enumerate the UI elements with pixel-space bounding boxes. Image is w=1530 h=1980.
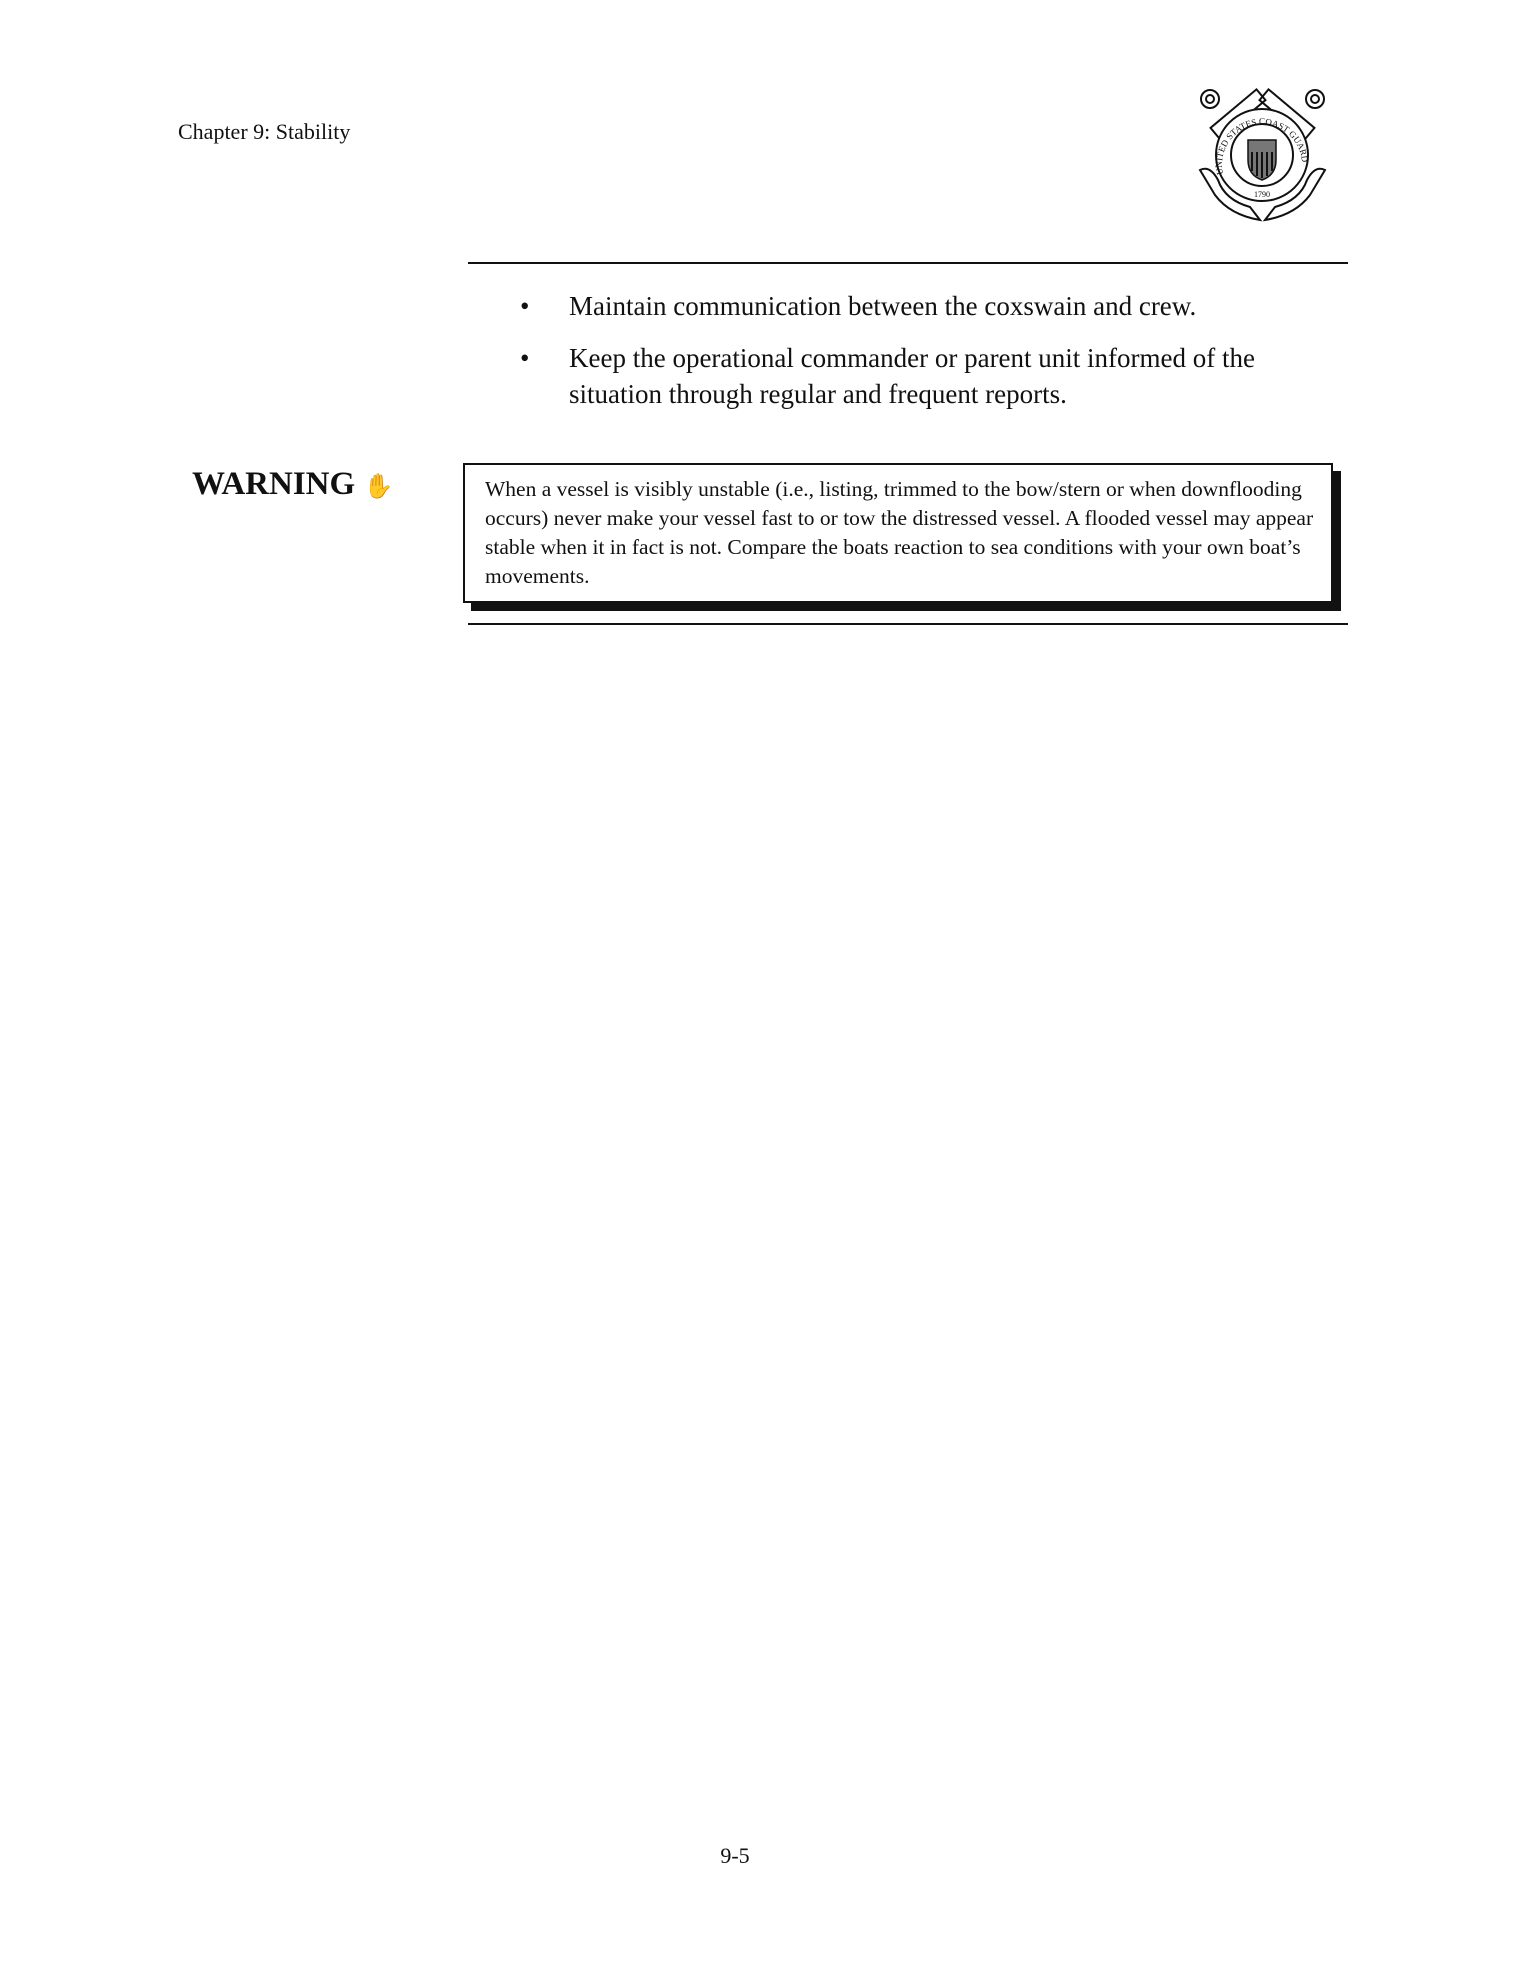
bullet-marker: • (520, 343, 530, 373)
warning-label (192, 466, 393, 503)
bullet-text: Keep the operational commander or parent unit informed of the situation through regular and frequent reports. (569, 343, 1255, 409)
bullet-marker: • (520, 291, 530, 321)
bottom-rule (468, 623, 1348, 625)
coast-guard-seal-logo (1190, 85, 1335, 225)
svg-text:1790: 1790 (1254, 190, 1270, 199)
top-rule (468, 262, 1348, 264)
page-number: 9-5 (720, 1843, 750, 1868)
warning-box (463, 463, 1333, 603)
chapter-header: Chapter 9: Stability (178, 119, 351, 144)
bullet-text: Maintain communication between the coxswain and crew. (569, 291, 1197, 321)
warning-text: When a vessel is visibly unstable (i.e., listing, trimmed to the bow/stern or when downflooding occurs) never make your vessel fast to or tow the distressed vessel. A flooded vessel may appear stable when it in fact is not. Compare the boats reaction to sea conditions with your own boat’s movements. (485, 477, 1314, 588)
hand-icon: ✋ (363, 472, 394, 500)
svg-text:UNITED STATES COAST GUARD: UNITED STATES COAST GUARD (1213, 116, 1311, 176)
warning-label-text: WARNING (192, 466, 356, 502)
